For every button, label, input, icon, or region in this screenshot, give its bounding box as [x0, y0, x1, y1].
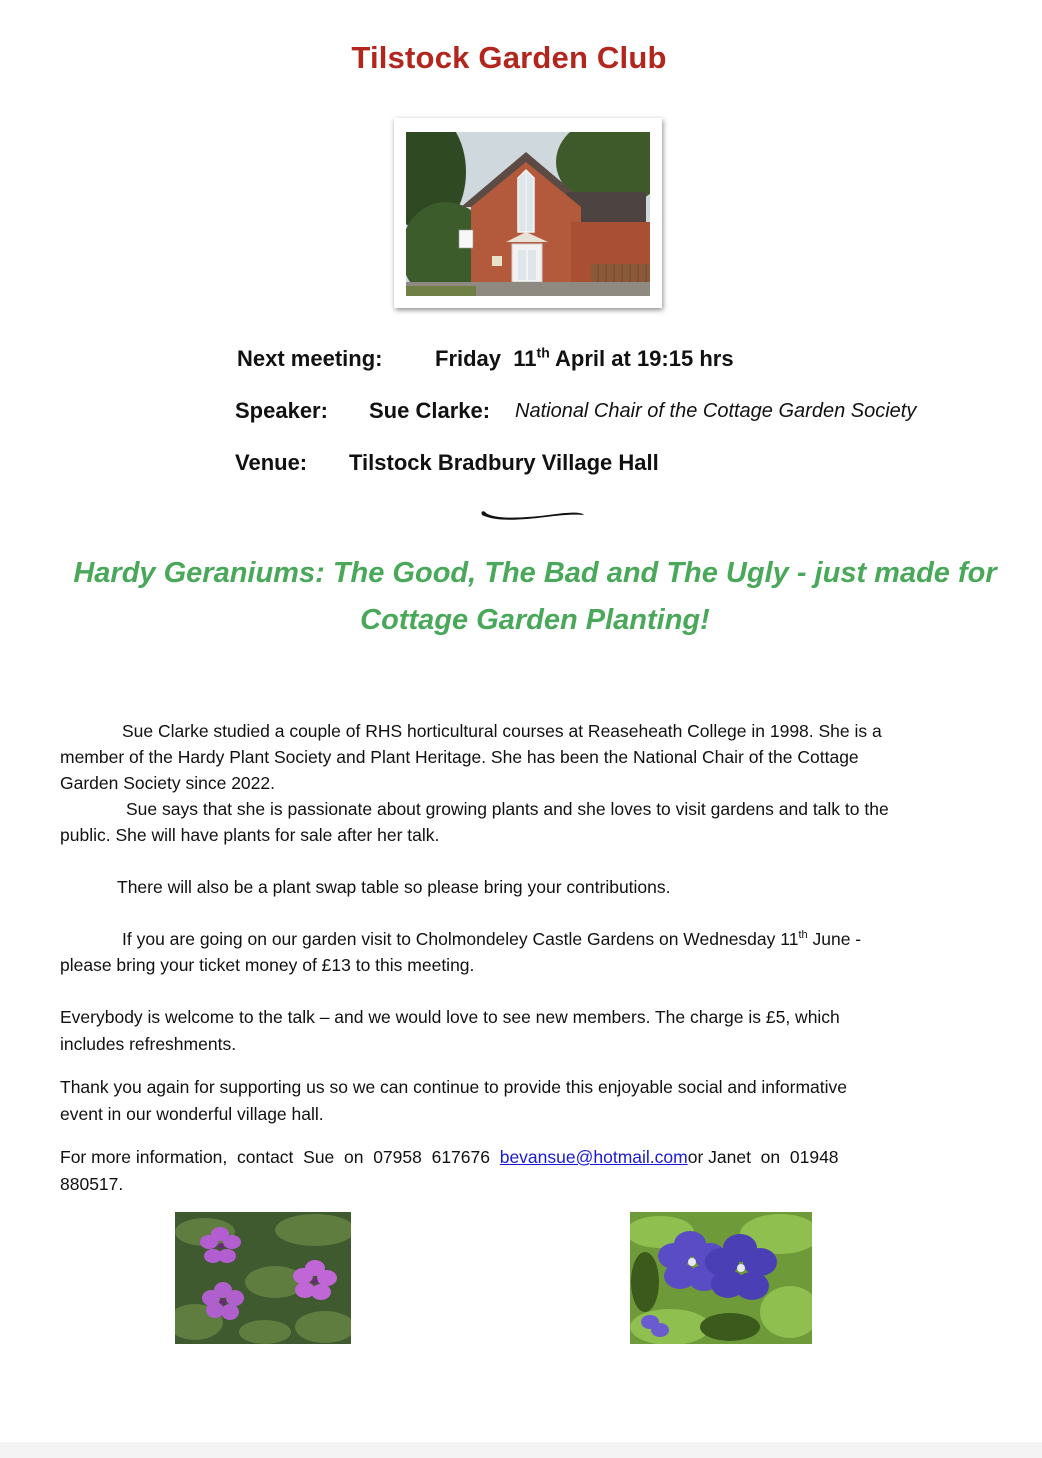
village-hall-image [406, 132, 650, 296]
paragraph-plant-swap [60, 874, 980, 900]
headline-line-2: Cottage Garden Planting! [360, 604, 710, 636]
visit-line-1b: June - [807, 929, 862, 949]
email-link[interactable]: bevansue@hotmail.com [499, 1147, 688, 1167]
headline-line-1: Hardy Geraniums: The Good, The Bad and The Ugly - just made for [73, 557, 997, 589]
flourish-divider [476, 506, 588, 526]
pink-geranium-photo [175, 1212, 351, 1344]
talk-headline [30, 550, 1040, 644]
welcome-line-1: Everybody is welcome to the talk – and we would love to see new members. The charge is £5, which [60, 1007, 840, 1027]
bio-line-2: member of the Hardy Plant Society and Plant Heritage. She has been the National Chair of the Cottage [60, 747, 859, 767]
meeting-date [435, 346, 734, 372]
meeting-date-rest: April at 19:15 hrs [555, 346, 734, 371]
club-title: Tilstock Garden Club [351, 40, 667, 75]
welcome-line-2: includes refreshments. [60, 1034, 237, 1054]
bio-line-1: Sue Clarke studied a couple of RHS horticultural courses at Reaseheath College in 1998. She is a [122, 721, 882, 741]
page-bottom-edge [0, 1442, 1042, 1458]
contact-suffix: or Janet on 01948 [687, 1147, 839, 1167]
thanks-line-2: event in our wonderful village hall. [60, 1104, 324, 1124]
visit-line-sup: th [798, 929, 808, 942]
village-hall-photo [394, 118, 662, 308]
visit-line-2: please bring your ticket money of £13 to this meeting. [60, 955, 475, 975]
speaker-name: Sue Clarke: [369, 398, 491, 423]
visit-line-1a: If you are going on our garden visit to Cholmondeley Castle Gardens on Wednesday 11 [122, 929, 799, 949]
paragraph-garden-visit [60, 926, 980, 978]
speaker-role: National Chair of the Cottage Garden Society [515, 400, 917, 422]
passion-line-2: public. She will have plants for sale after her talk. [60, 825, 440, 845]
contact-line-2: 880517. [60, 1174, 124, 1194]
paragraph-contact [60, 1144, 980, 1198]
meeting-date-sup: th [536, 344, 550, 361]
venue-name: Tilstock Bradbury Village Hall [349, 450, 659, 475]
contact-prefix: For more information, contact Sue on 07958 617676 [60, 1147, 500, 1167]
next-meeting-label: Next meeting: [237, 346, 383, 371]
bio-line-3: Garden Society since 2022. [60, 773, 275, 793]
passion-line-1: Sue says that she is passionate about growing plants and she loves to visit gardens and talk to the [126, 799, 889, 819]
plant-swap-text: There will also be a plant swap table so please bring your contributions. [117, 877, 671, 897]
paragraph-bio [60, 718, 980, 848]
paragraph-thanks [60, 1074, 980, 1128]
thanks-line-1: Thank you again for supporting us so we can continue to provide this enjoyable social and informative [60, 1077, 847, 1097]
blue-geranium-photo [630, 1212, 812, 1344]
paragraph-welcome [60, 1004, 980, 1058]
meeting-day: Friday [435, 346, 502, 371]
meeting-date-num: 11 [513, 346, 537, 371]
venue-label: Venue: [235, 450, 308, 475]
speaker-label: Speaker: [235, 398, 328, 423]
